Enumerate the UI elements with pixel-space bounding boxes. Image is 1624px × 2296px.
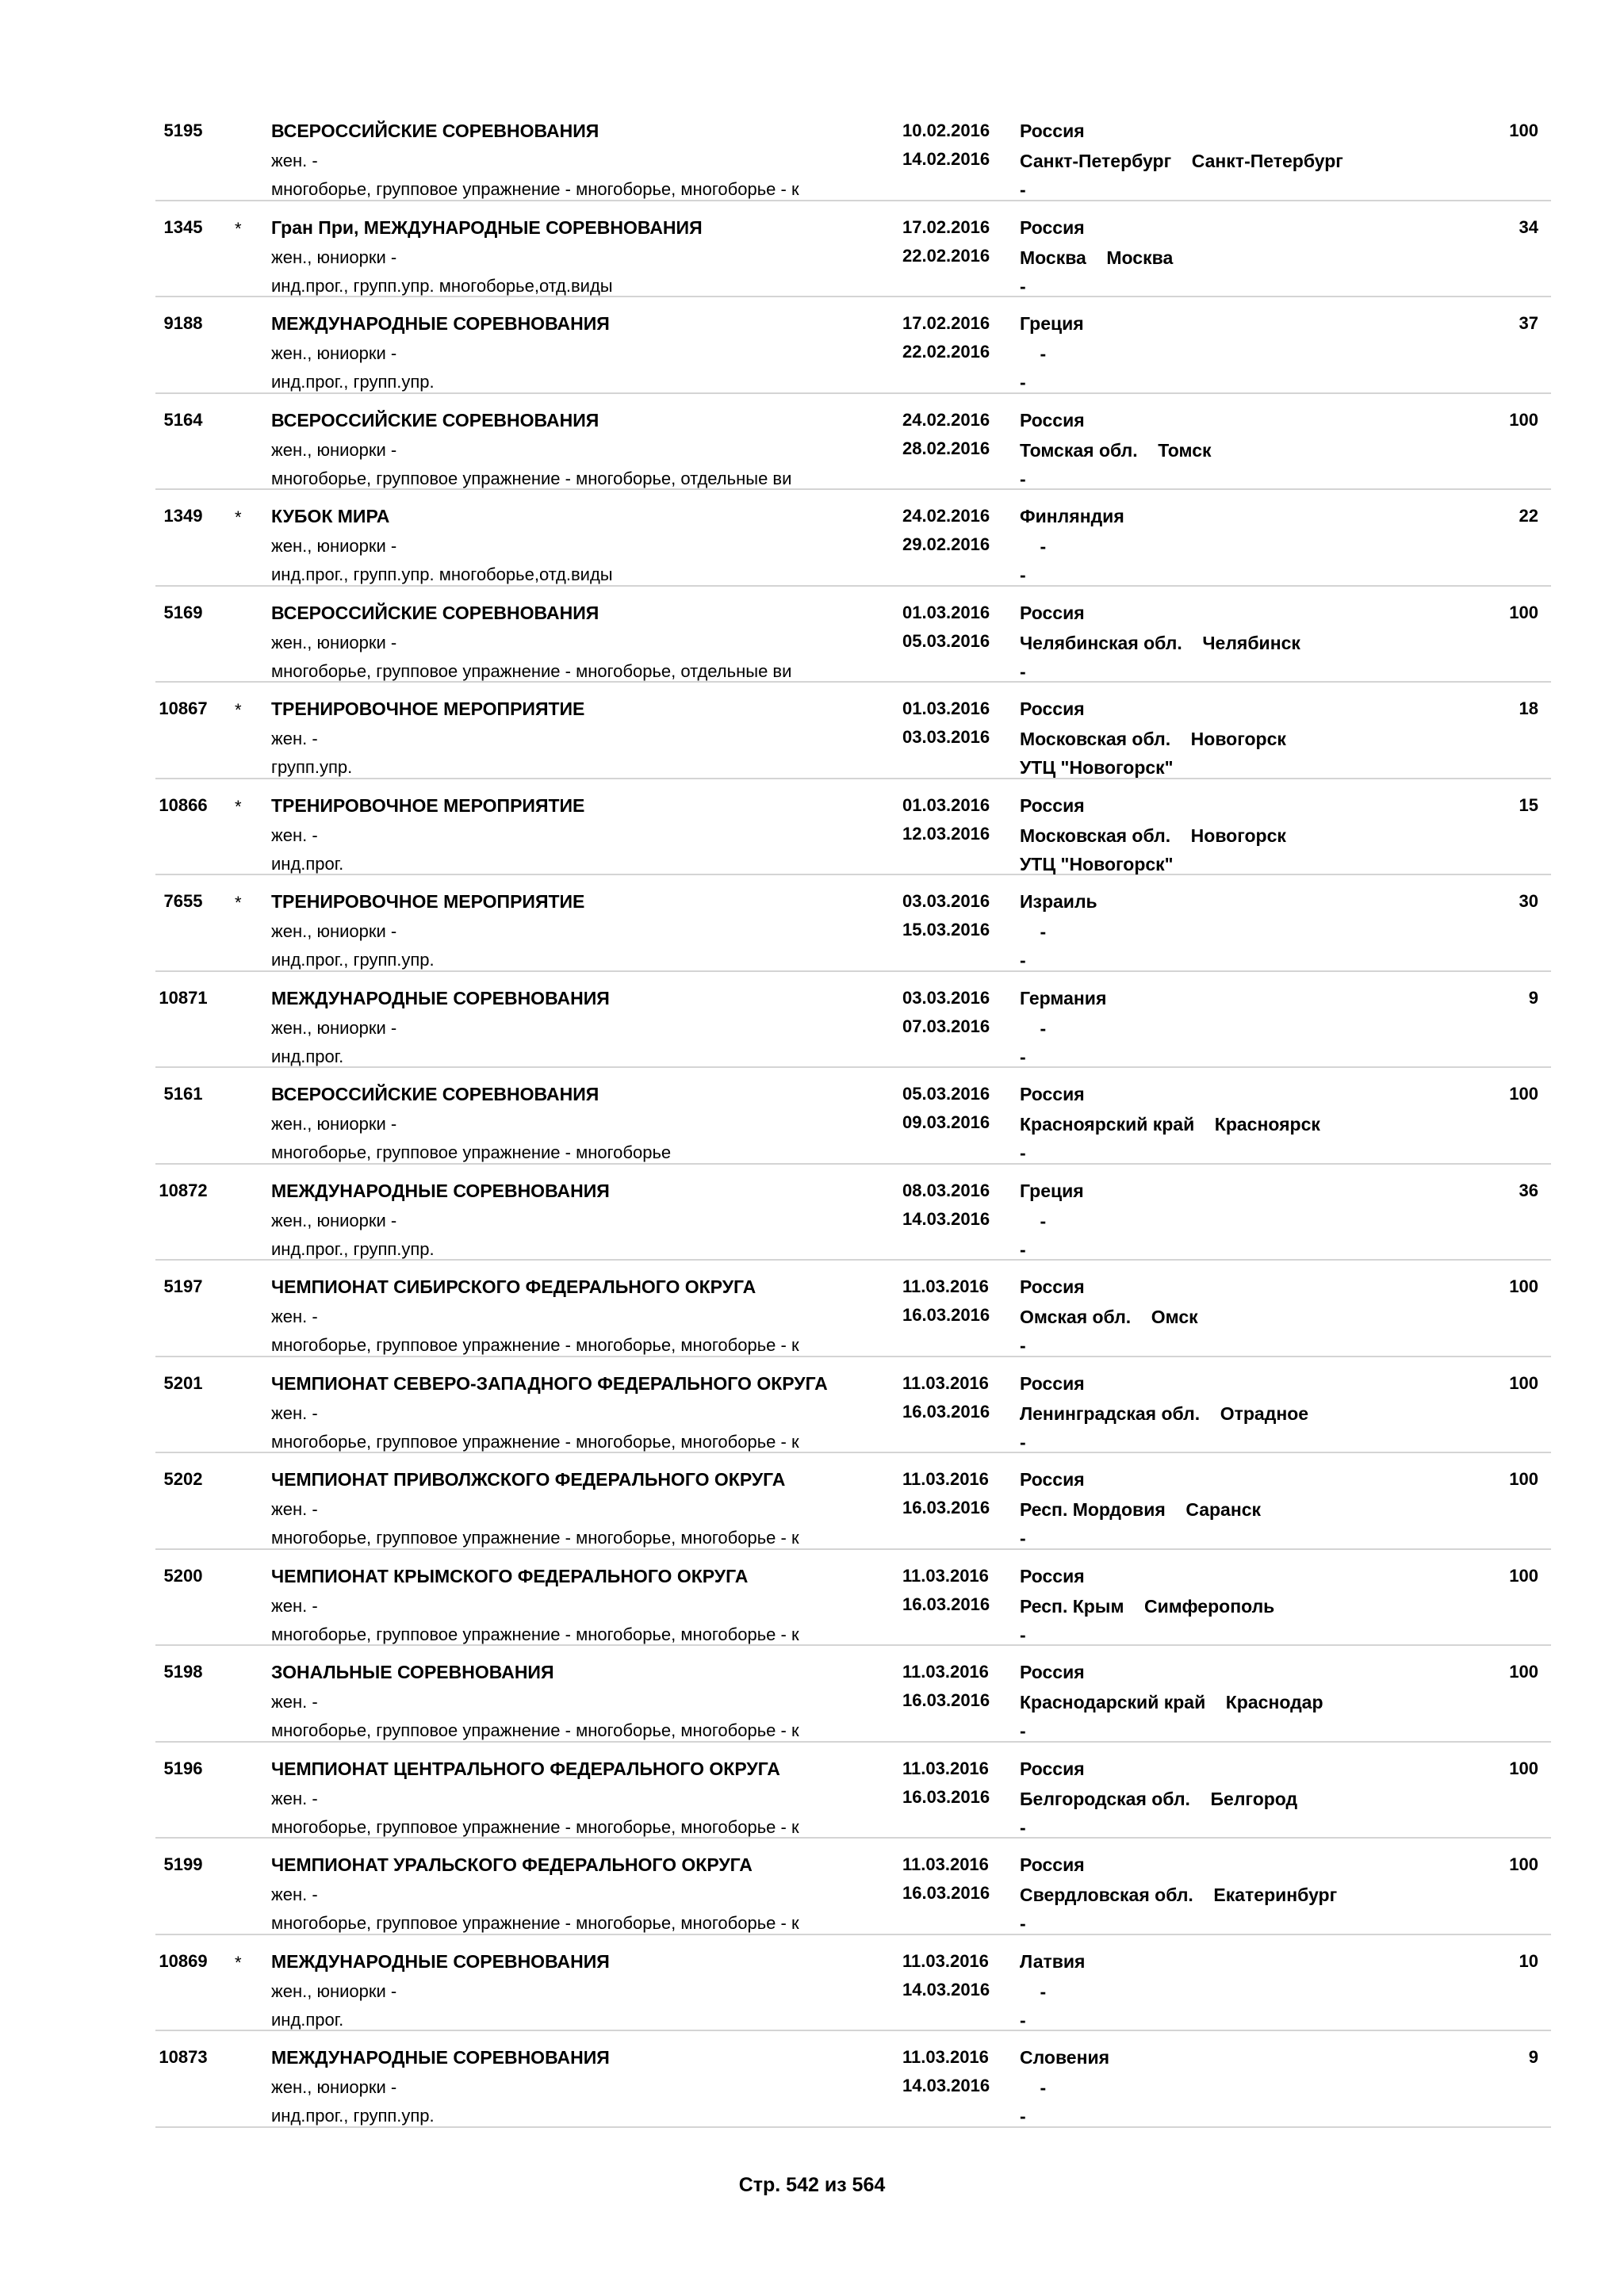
date-end: 16.03.2016 [902,1305,990,1325]
event-disciplines: инд.прог. [271,2009,344,2030]
event-venue: - [1020,1335,1026,1356]
event-country: Словения [1020,2047,1110,2068]
event-title: ЧЕМПИОНАТ ЦЕНТРАЛЬНОГО ФЕДЕРАЛЬНОГО ОКРУГА [271,1758,780,1779]
event-title: ЗОНАЛЬНЫЕ СОРЕВНОВАНИЯ [271,1662,554,1682]
date-end: 14.02.2016 [902,149,990,169]
participant-count: 100 [1509,409,1538,430]
date-end: 14.03.2016 [902,2076,990,2095]
priority-mark: * [235,507,242,527]
table-row [155,1646,1551,1743]
event-disciplines: инд.прог. [271,1046,344,1066]
event-location: - [1020,1980,1047,2002]
event-title: МЕЖДУНАРОДНЫЕ СОРЕВНОВАНИЯ [271,2047,610,2068]
date-end: 16.03.2016 [902,1401,990,1422]
event-disciplines: многоборье, групповое упражнение - многоборье, многоборье - к [271,1720,799,1740]
event-location: - [1020,1017,1047,1039]
event-venue: - [1020,1720,1026,1741]
events-table [0,105,1624,2128]
date-end: 28.02.2016 [902,438,990,458]
event-id: 5169 [163,602,203,622]
event-location: Ленинградская обл. Отрадное [1020,1402,1309,1424]
event-disciplines: многоборье, групповое упражнение - многоборье, отдельные ви [271,468,792,488]
event-title: ВСЕРОССИЙСКИЕ СОРЕВНОВАНИЯ [271,121,599,141]
event-country: Россия [1020,1758,1085,1779]
table-row [155,105,1551,201]
date-end: 22.02.2016 [902,342,990,362]
date-start: 11.03.2016 [902,2047,989,2067]
event-disciplines: многоборье, групповое упражнение - многоборье [271,1142,672,1162]
participant-count: 37 [1519,313,1538,333]
date-end: 14.03.2016 [902,1979,990,1999]
event-country: Россия [1020,1084,1085,1104]
event-venue: - [1020,950,1026,970]
event-category: жен. - [271,151,318,170]
participant-count: 10 [1519,1950,1538,1971]
event-disciplines: инд.прог., групп.упр. многоборье,отд.виды [271,275,613,296]
event-title: ЧЕМПИОНАТ ПРИВОЛЖСКОГО ФЕДЕРАЛЬНОГО ОКРУГА [271,1469,786,1490]
event-category: жен. - [271,1788,318,1808]
date-start: 01.03.2016 [902,794,990,815]
event-category: жен., юниорки - [271,247,397,267]
event-location: Свердловская обл. Екатеринбург [1020,1885,1338,1905]
date-end: 07.03.2016 [902,1016,990,1036]
date-end: 05.03.2016 [902,630,990,651]
participant-count: 36 [1519,1180,1538,1200]
event-id: 10873 [159,2047,208,2067]
event-category: жен. - [271,1402,318,1423]
participant-count: 9 [1528,987,1538,1008]
date-start: 10.02.2016 [902,121,990,140]
event-venue: - [1020,275,1026,297]
event-country: Россия [1020,602,1085,623]
event-disciplines: инд.прог., групп.упр. [271,2106,435,2126]
event-id: 7655 [163,891,203,911]
date-end: 29.02.2016 [902,534,990,554]
event-category: жен., юниорки - [271,343,397,363]
event-disciplines: инд.прог. [271,853,344,874]
table-row [155,1839,1551,1935]
event-category: жен., юниорки - [271,1210,397,1230]
date-end: 16.03.2016 [902,1690,990,1710]
event-location: Томская обл. Томск [1020,439,1212,461]
date-start: 11.03.2016 [902,1758,989,1778]
event-disciplines: многоборье, групповое упражнение - многоборье, многоборье - к [271,1528,799,1548]
event-title: ВСЕРОССИЙСКИЕ СОРЕВНОВАНИЯ [271,602,599,623]
table-row [155,490,1551,587]
event-location: Санкт-Петербург Санкт-Петербург [1020,151,1343,171]
participant-count: 100 [1509,1084,1538,1104]
event-id: 5201 [163,1372,203,1393]
participant-count: 100 [1509,1662,1538,1682]
date-start: 11.03.2016 [902,1276,989,1296]
table-row [155,875,1551,972]
priority-mark: * [235,700,242,720]
event-disciplines: инд.прог., групп.упр. [271,950,435,970]
event-venue: УТЦ "Новогорск" [1020,757,1174,778]
event-id: 5199 [163,1854,203,1874]
event-disciplines: многоборье, групповое упражнение - многоборье, многоборье - к [271,1431,799,1452]
event-title: ВСЕРОССИЙСКИЕ СОРЕВНОВАНИЯ [271,1084,599,1104]
event-category: жен., юниорки - [271,2077,397,2097]
table-row [155,1165,1551,1261]
event-category: жен. - [271,1692,318,1712]
priority-mark: * [235,218,242,239]
date-end: 16.03.2016 [902,1498,990,1517]
date-start: 08.03.2016 [902,1180,990,1200]
event-id: 5195 [163,121,203,140]
event-title: ТРЕНИРОВОЧНОЕ МЕРОПРИЯТИЕ [271,794,585,816]
participant-count: 100 [1509,602,1538,622]
date-end: 03.03.2016 [902,727,990,747]
priority-mark: * [235,796,242,817]
event-disciplines: инд.прог., групп.упр. [271,1238,435,1259]
event-location: - [1020,1210,1047,1231]
date-start: 24.02.2016 [902,409,990,430]
event-location: - [1020,2077,1047,2098]
event-category: жен., юниорки - [271,439,397,460]
date-start: 01.03.2016 [902,602,990,622]
event-venue: - [1020,1142,1026,1163]
event-id: 1349 [163,506,203,526]
event-id: 10871 [159,987,208,1008]
event-title: МЕЖДУНАРОДНЫЕ СОРЕВНОВАНИЯ [271,1180,610,1201]
event-country: Россия [1020,794,1085,816]
participant-count: 100 [1509,1565,1538,1586]
priority-mark: * [235,893,242,913]
date-end: 22.02.2016 [902,245,990,266]
event-country: Россия [1020,1662,1085,1682]
table-row [155,1357,1551,1454]
event-title: ЧЕМПИОНАТ СИБИРСКОГО ФЕДЕРАЛЬНОГО ОКРУГА [271,1276,756,1297]
event-country: Россия [1020,1854,1085,1875]
event-id: 10866 [159,794,208,815]
event-venue: - [1020,468,1026,489]
date-start: 11.03.2016 [902,1854,989,1874]
date-start: 17.02.2016 [902,216,990,237]
event-id: 5161 [163,1084,203,1104]
date-start: 11.03.2016 [902,1950,989,1971]
event-id: 5196 [163,1758,203,1778]
event-location: Московская обл. Новогорск [1020,729,1286,749]
table-row [155,587,1551,683]
event-id: 10867 [159,698,208,718]
date-start: 03.03.2016 [902,891,990,911]
event-title: ВСЕРОССИЙСКИЕ СОРЕВНОВАНИЯ [271,409,599,430]
event-venue: - [1020,2106,1026,2126]
event-category: жен., юниорки - [271,1114,397,1134]
participant-count: 100 [1509,121,1538,140]
event-venue: - [1020,179,1026,200]
priority-mark: * [235,1952,242,1973]
event-venue: - [1020,1046,1026,1067]
table-row [155,297,1551,394]
date-end: 09.03.2016 [902,1112,990,1132]
participant-count: 18 [1519,698,1538,718]
table-row [155,1261,1551,1357]
event-category: жен., юниорки - [271,632,397,652]
event-id: 5200 [163,1565,203,1586]
event-venue: - [1020,1816,1026,1838]
event-title: ЧЕМПИОНАТ СЕВЕРО-ЗАПАДНОГО ФЕДЕРАЛЬНОГО ОКРУГА [271,1372,828,1394]
event-id: 5198 [163,1662,203,1682]
table-row [155,201,1551,298]
event-venue: - [1020,660,1026,682]
event-venue: - [1020,1528,1026,1548]
event-country: Россия [1020,1276,1085,1297]
table-row [155,1743,1551,1839]
event-location: Красноярский край Красноярск [1020,1114,1320,1135]
event-disciplines: многоборье, групповое упражнение - многоборье, многоборье - к [271,1624,799,1644]
participant-count: 22 [1519,506,1538,526]
date-start: 03.03.2016 [902,987,990,1008]
event-category: жен. - [271,1499,318,1519]
event-country: Россия [1020,1372,1085,1394]
date-start: 05.03.2016 [902,1084,990,1104]
event-title: МЕЖДУНАРОДНЫЕ СОРЕВНОВАНИЯ [271,1950,610,1972]
event-country: Финляндия [1020,506,1124,526]
event-location: Белгородская обл. Белгород [1020,1788,1298,1809]
event-disciplines: многоборье, групповое упражнение - многоборье, многоборье - к [271,1913,799,1933]
event-title: ЧЕМПИОНАТ УРАЛЬСКОГО ФЕДЕРАЛЬНОГО ОКРУГА [271,1854,753,1875]
event-category: жен. - [271,729,318,748]
event-category: жен., юниорки - [271,1980,397,2001]
date-end: 12.03.2016 [902,823,990,844]
event-location: Респ. Мордовия Саранск [1020,1499,1262,1520]
event-title: МЕЖДУНАРОДНЫЕ СОРЕВНОВАНИЯ [271,313,610,334]
event-disciplines: многоборье, групповое упражнение - многоборье, многоборье - к [271,1816,799,1837]
event-location: Московская обл. Новогорск [1020,825,1286,846]
participant-count: 100 [1509,1276,1538,1296]
event-country: Россия [1020,698,1085,719]
participant-count: 9 [1528,2047,1538,2067]
event-id: 5164 [163,409,203,430]
event-id: 9188 [163,313,203,333]
event-title: ТРЕНИРОВОЧНОЕ МЕРОПРИЯТИЕ [271,698,585,719]
event-title: МЕЖДУНАРОДНЫЕ СОРЕВНОВАНИЯ [271,987,610,1008]
date-start: 11.03.2016 [902,1372,989,1393]
event-title: КУБОК МИРА [271,506,390,526]
event-country: Германия [1020,987,1107,1008]
event-category: жен., юниорки - [271,1017,397,1038]
participant-count: 100 [1509,1372,1538,1393]
table-row [155,972,1551,1069]
date-start: 01.03.2016 [902,698,990,718]
event-venue: - [1020,1913,1026,1934]
participant-count: 34 [1519,216,1538,237]
event-venue: - [1020,372,1026,392]
event-category: жен. - [271,1885,318,1904]
event-country: Россия [1020,1565,1085,1586]
event-venue: - [1020,1624,1026,1645]
table-row [155,779,1551,876]
event-disciplines: инд.прог., групп.упр. [271,372,435,392]
date-end: 15.03.2016 [902,920,990,939]
event-disciplines: многоборье, групповое упражнение - многоборье, многоборье - к [271,1335,799,1355]
event-category: жен. - [271,1307,318,1326]
event-category: жен. - [271,825,318,845]
participant-count: 100 [1509,1854,1538,1874]
event-venue: - [1020,564,1026,585]
event-id: 5202 [163,1469,203,1489]
date-start: 11.03.2016 [902,1565,989,1586]
table-row [155,394,1551,491]
event-title: Гран При, МЕЖДУНАРОДНЫЕ СОРЕВНОВАНИЯ [271,216,703,238]
event-venue: - [1020,1431,1026,1452]
event-disciplines: инд.прог., групп.упр. многоборье,отд.виды [271,564,613,584]
participant-count: 30 [1519,891,1538,911]
event-id: 5197 [163,1276,203,1296]
event-title: ТРЕНИРОВОЧНОЕ МЕРОПРИЯТИЕ [271,891,585,912]
event-location: Краснодарский край Краснодар [1020,1692,1323,1712]
event-country: Греция [1020,1180,1084,1201]
event-id: 10869 [159,1950,208,1971]
participant-count: 100 [1509,1469,1538,1489]
date-start: 24.02.2016 [902,506,990,526]
table-row [155,1453,1551,1550]
table-row [155,2031,1551,2128]
event-disciplines: многоборье, групповое упражнение - многоборье, многоборье - к [271,179,799,199]
date-end: 16.03.2016 [902,1786,990,1807]
event-country: Греция [1020,313,1084,334]
event-venue: - [1020,2009,1026,2030]
event-country: Россия [1020,409,1085,430]
table-row [155,1550,1551,1647]
event-disciplines: многоборье, групповое упражнение - многоборье, отдельные ви [271,660,792,681]
date-end: 14.03.2016 [902,1208,990,1229]
event-category: жен., юниорки - [271,921,397,941]
event-country: Россия [1020,1469,1085,1490]
event-venue: УТЦ "Новогорск" [1020,853,1174,874]
table-row [155,1068,1551,1165]
event-disciplines: групп.упр. [271,757,353,777]
event-location: - [1020,343,1047,364]
event-venue: - [1020,1238,1026,1260]
event-category: жен. - [271,1595,318,1616]
participant-count: 15 [1519,794,1538,815]
event-country: Россия [1020,216,1085,238]
event-location: - [1020,921,1047,942]
event-category: жен., юниорки - [271,536,397,556]
date-end: 16.03.2016 [902,1594,990,1614]
event-id: 1345 [163,216,203,237]
event-title: ЧЕМПИОНАТ КРЫМСКОГО ФЕДЕРАЛЬНОГО ОКРУГА [271,1565,749,1586]
date-end: 16.03.2016 [902,1883,990,1903]
date-start: 17.02.2016 [902,313,990,333]
event-country: Латвия [1020,1950,1086,1972]
participant-count: 100 [1509,1758,1538,1778]
table-row [155,683,1551,779]
event-location: - [1020,536,1047,557]
event-location: Челябинская обл. Челябинск [1020,632,1300,653]
event-id: 10872 [159,1180,208,1200]
event-location: Респ. Крым Симферополь [1020,1595,1275,1617]
event-location: Омская обл. Омск [1020,1307,1198,1327]
event-country: Россия [1020,121,1085,141]
date-start: 11.03.2016 [902,1469,989,1489]
date-start: 11.03.2016 [902,1662,989,1682]
page-number: Стр. 542 из 564 [738,2174,886,2196]
table-row [155,1935,1551,2032]
event-location: Москва Москва [1020,247,1174,268]
event-country: Израиль [1020,891,1097,912]
